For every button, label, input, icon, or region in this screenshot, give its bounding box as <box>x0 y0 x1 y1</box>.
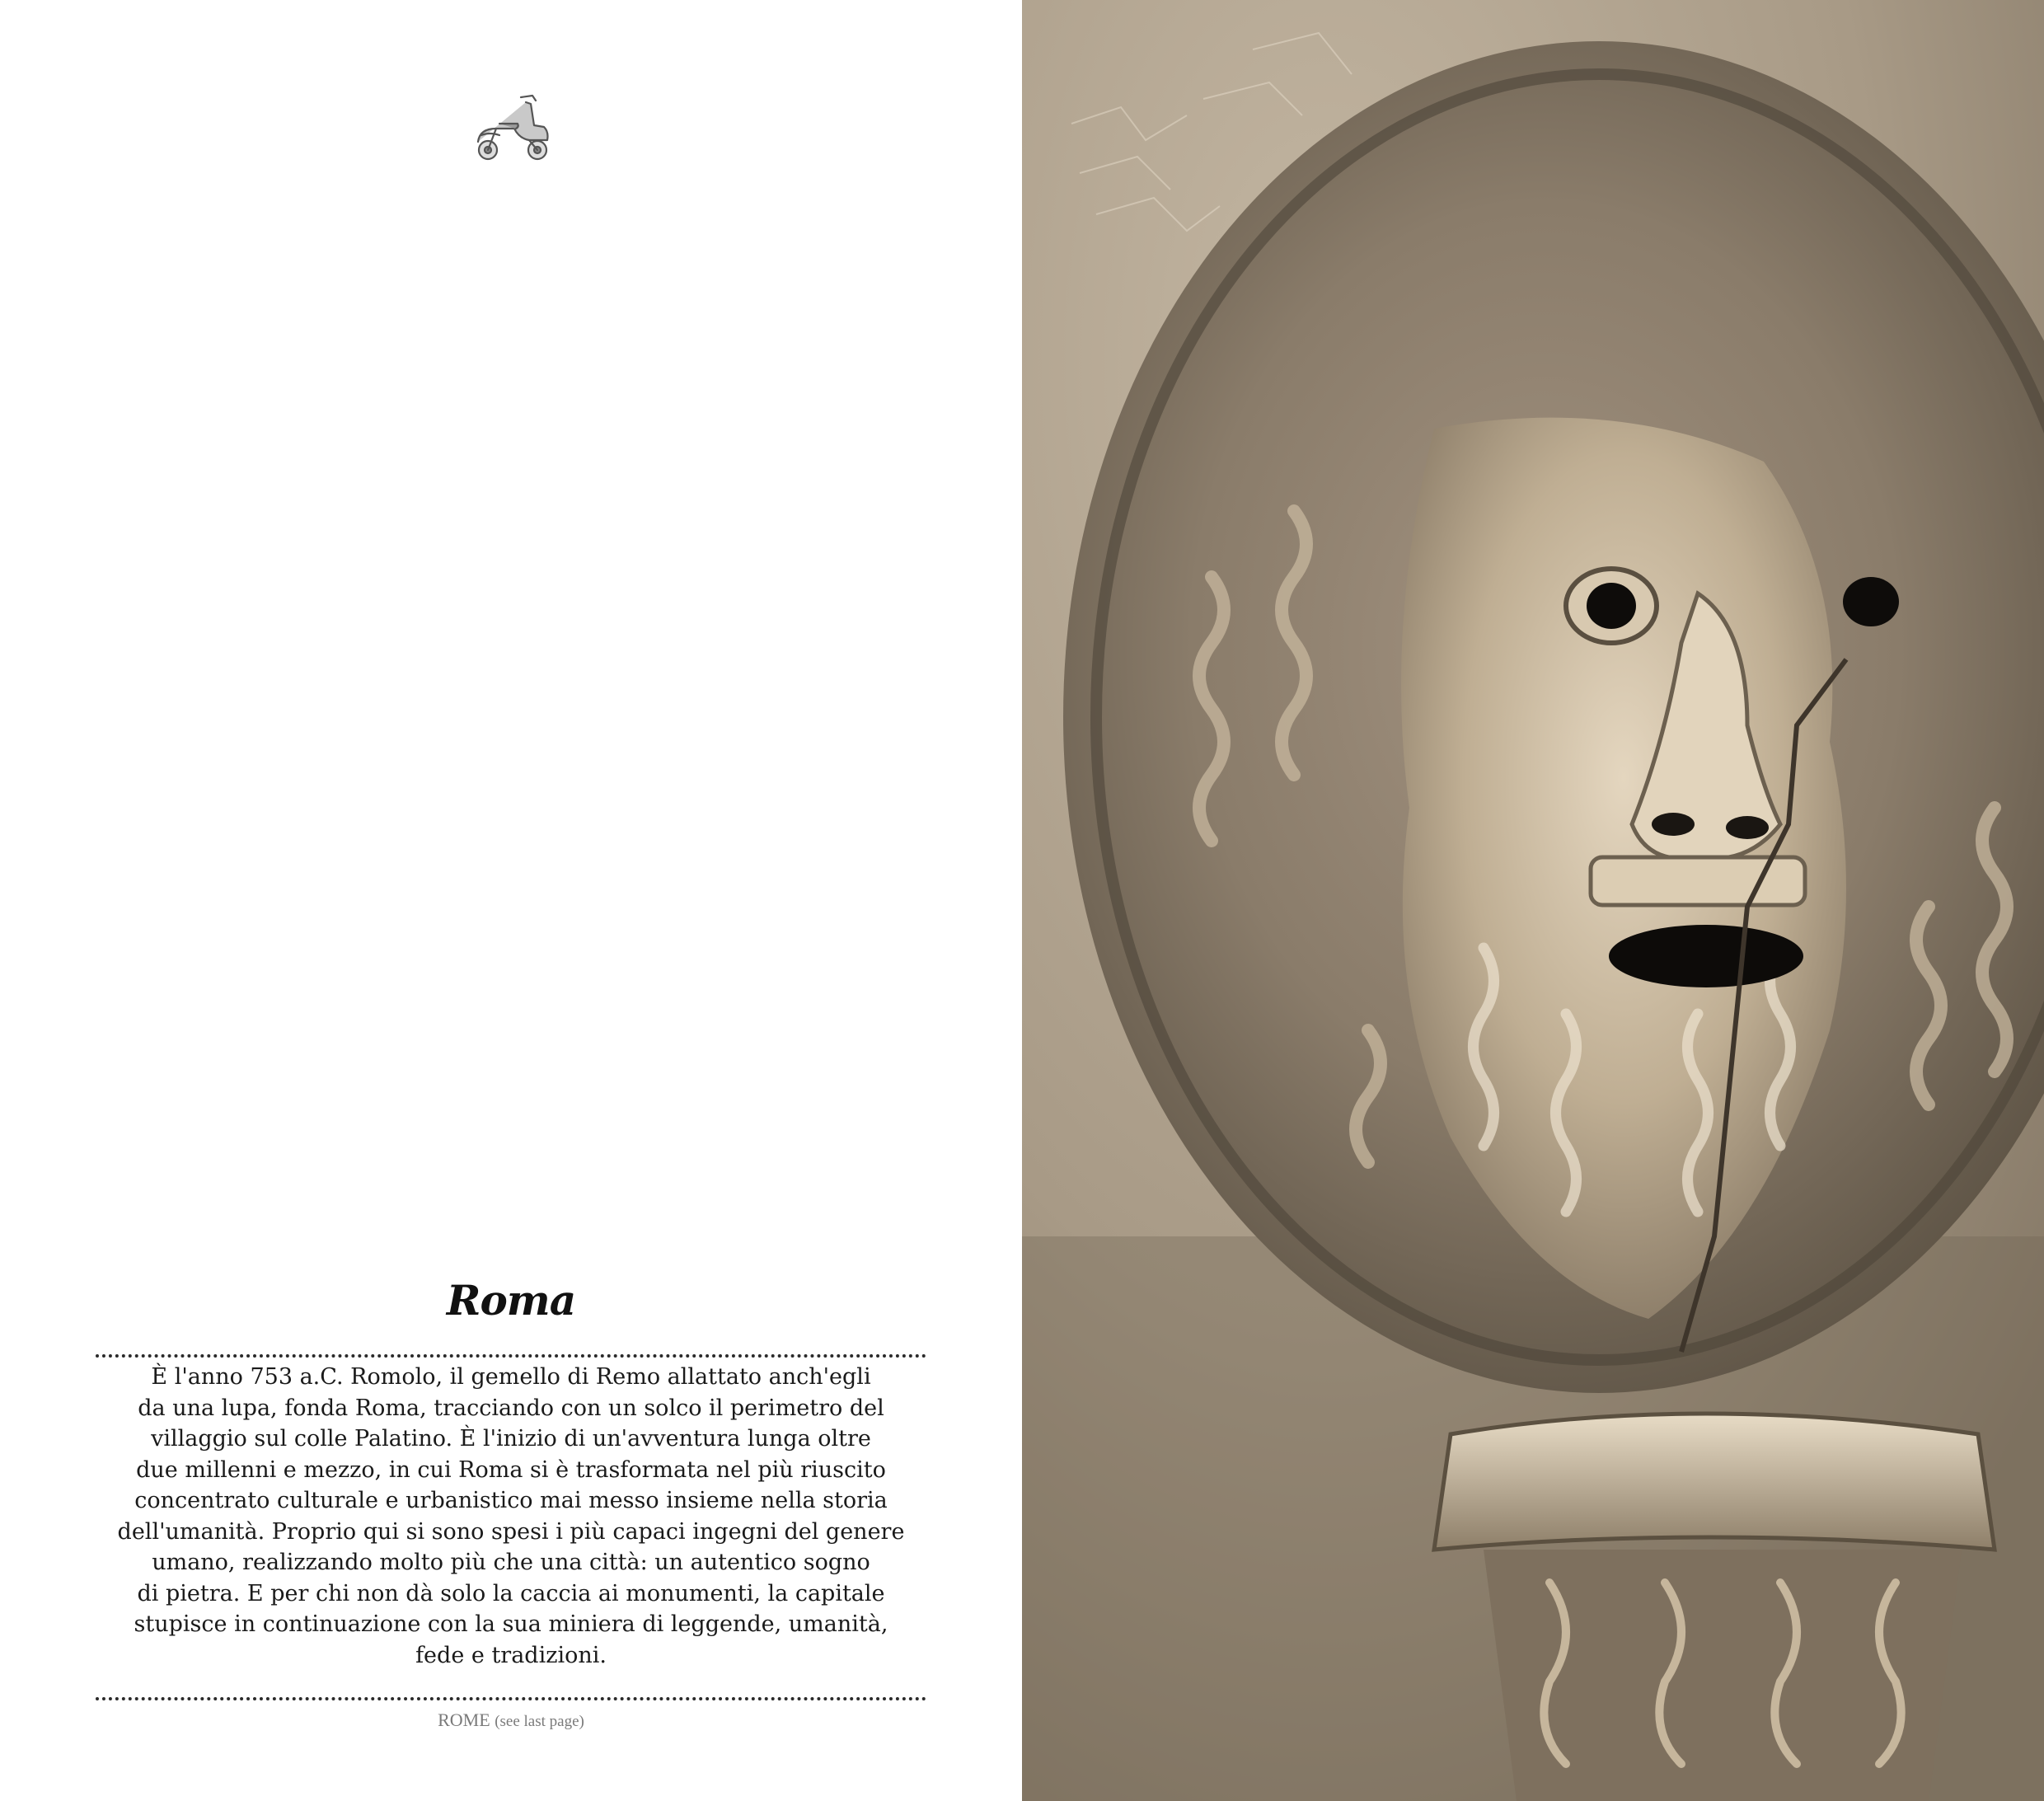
right-eye-hole <box>1843 577 1899 626</box>
intro-line: di pietra. E per chi non dà solo la caccia ai monumenti, la capitale <box>137 1580 885 1606</box>
nostril <box>1652 813 1695 836</box>
scooter-icon <box>471 92 554 163</box>
intro-line: fede e tradizioni. <box>415 1642 607 1668</box>
stone-mask-photo <box>1022 0 2044 1801</box>
upper-lip <box>1591 857 1805 905</box>
top-dotted-divider <box>96 1354 926 1358</box>
intro-line: due millenni e mezzo, in cui Roma si è trasformata nel più riuscito <box>136 1456 886 1483</box>
caption-city: ROME <box>438 1710 490 1730</box>
intro-line: È l'anno 753 a.C. Romolo, il gemello di Remo allattato anch'egli <box>151 1364 871 1390</box>
nostril <box>1726 816 1769 839</box>
intro-paragraph <box>91 1362 931 1671</box>
intro-line: dell'umanità. Proprio qui si sono spesi i più capaci ingegni del genere <box>117 1518 905 1545</box>
bottom-dotted-divider <box>96 1697 926 1700</box>
photo-page <box>1022 0 2044 1801</box>
intro-line: umano, realizzando molto più che una città: un autentico sogno <box>152 1550 870 1575</box>
intro-line: da una lupa, fonda Roma, tracciando con un solco il perimetro del <box>138 1395 884 1421</box>
page-title: Roma <box>446 1276 576 1325</box>
intro-line: villaggio sul colle Palatino. È l'inizio di un'avventura lunga oltre <box>151 1426 871 1452</box>
photo-caption <box>0 1710 1022 1731</box>
intro-line: stupisce in continuazione con la sua miniera di leggende, umanità, <box>134 1611 888 1637</box>
left-eye-hole <box>1587 583 1636 629</box>
mouth-opening <box>1609 925 1803 987</box>
intro-line: concentrato culturale e urbanistico mai messo insieme nella storia <box>134 1488 888 1513</box>
capital-top <box>1434 1414 1995 1550</box>
caption-note: (see last page) <box>495 1713 584 1730</box>
